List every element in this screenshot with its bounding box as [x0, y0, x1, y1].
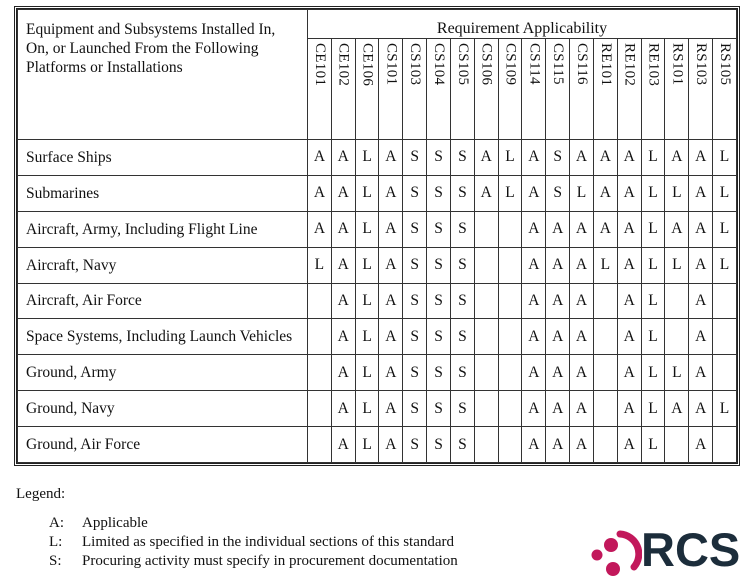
- applicability-cell: A: [379, 391, 403, 427]
- logo-dot: [592, 550, 603, 561]
- table-row: [18, 391, 737, 427]
- table-row: [18, 247, 737, 283]
- applicability-cell: [713, 283, 737, 319]
- table-row: [18, 140, 737, 176]
- platform-name: Ground, Army: [18, 355, 308, 391]
- applicability-cell: L: [355, 211, 379, 247]
- legend-key: A:: [49, 515, 64, 531]
- platform-name: Surface Ships: [18, 140, 308, 176]
- applicability-cell: L: [713, 391, 737, 427]
- applicability-cell: A: [689, 175, 713, 211]
- applicability-cell: L: [641, 283, 665, 319]
- applicability-cell: [498, 427, 522, 463]
- applicability-cell: [308, 391, 332, 427]
- applicability-cell: S: [427, 175, 451, 211]
- applicability-cell: L: [713, 140, 737, 176]
- applicability-cell: A: [617, 391, 641, 427]
- applicability-cell: A: [570, 427, 594, 463]
- platform-name: Space Systems, Including Launch Vehicles: [18, 319, 308, 355]
- applicability-cell: [498, 391, 522, 427]
- applicability-cell: S: [427, 247, 451, 283]
- requirement-code-header: [593, 39, 617, 140]
- requirement-code-label: RS101: [669, 43, 686, 86]
- applicability-cell: L: [665, 247, 689, 283]
- requirement-code-label: CS115: [550, 43, 567, 85]
- applicability-cell: A: [474, 140, 498, 176]
- platform-name: Submarines: [18, 175, 308, 211]
- applicability-cell: A: [474, 175, 498, 211]
- applicability-cell: A: [689, 427, 713, 463]
- applicability-cell: A: [665, 211, 689, 247]
- applicability-cell: L: [570, 175, 594, 211]
- requirement-applicability-table: [17, 9, 737, 463]
- requirement-code-label: CS116: [574, 43, 591, 85]
- platform-name: Ground, Navy: [18, 391, 308, 427]
- table-row: [18, 427, 737, 463]
- legend-text: Applicable: [82, 515, 148, 531]
- applicability-cell: L: [665, 175, 689, 211]
- requirement-code-label: RE101: [597, 43, 614, 87]
- applicability-cell: A: [331, 211, 355, 247]
- applicability-cell: L: [355, 355, 379, 391]
- requirement-code-label: CS101: [383, 43, 400, 86]
- requirement-code-label: CS104: [431, 43, 448, 86]
- applicability-cell: [474, 427, 498, 463]
- logo-mark-icon: [586, 525, 642, 580]
- applicability-cell: A: [570, 319, 594, 355]
- applicability-cell: A: [570, 211, 594, 247]
- applicability-cell: S: [450, 140, 474, 176]
- applicability-cell: [474, 319, 498, 355]
- applicability-cell: S: [403, 283, 427, 319]
- applicability-cell: [498, 283, 522, 319]
- applicability-cell: S: [427, 391, 451, 427]
- applicability-cell: A: [522, 211, 546, 247]
- applicability-cell: A: [570, 247, 594, 283]
- applicability-cell: L: [641, 355, 665, 391]
- applicability-cell: A: [665, 140, 689, 176]
- applicability-cell: [593, 427, 617, 463]
- table-row: [18, 175, 737, 211]
- applicability-cell: A: [689, 319, 713, 355]
- applicability-cell: L: [641, 319, 665, 355]
- applicability-cell: A: [593, 140, 617, 176]
- applicability-cell: A: [546, 319, 570, 355]
- applicability-cell: A: [379, 175, 403, 211]
- platform-name: Aircraft, Air Force: [18, 283, 308, 319]
- applicability-cell: S: [450, 427, 474, 463]
- applicability-cell: L: [713, 211, 737, 247]
- requirement-applicability-table-frame: [14, 6, 740, 466]
- applicability-cell: [713, 355, 737, 391]
- applicability-cell: A: [593, 175, 617, 211]
- requirement-code-label: CS114: [526, 43, 543, 85]
- applicability-cell: S: [403, 355, 427, 391]
- logo-arc: [620, 534, 639, 567]
- requirement-code-header: [308, 39, 332, 140]
- applicability-cell: S: [403, 391, 427, 427]
- requirement-code-header: [689, 39, 713, 140]
- requirement-code-label: CS105: [454, 43, 471, 86]
- applicability-cell: [498, 211, 522, 247]
- applicability-cell: A: [689, 247, 713, 283]
- platform-name: Aircraft, Navy: [18, 247, 308, 283]
- requirement-applicability-header: Requirement Applicability: [308, 10, 737, 39]
- applicability-cell: L: [713, 247, 737, 283]
- requirement-code-header: [355, 39, 379, 140]
- applicability-cell: L: [355, 427, 379, 463]
- applicability-cell: S: [403, 427, 427, 463]
- applicability-cell: S: [427, 427, 451, 463]
- applicability-cell: [308, 319, 332, 355]
- legend-key: L:: [49, 534, 63, 550]
- applicability-cell: A: [331, 175, 355, 211]
- legend-item: [49, 514, 458, 533]
- applicability-cell: S: [403, 140, 427, 176]
- requirement-code-label: RE102: [621, 43, 638, 87]
- table-row: [18, 283, 737, 319]
- applicability-cell: L: [355, 391, 379, 427]
- requirement-code-header: [617, 39, 641, 140]
- requirement-code-header: [570, 39, 594, 140]
- requirement-code-header: [427, 39, 451, 140]
- applicability-cell: A: [522, 391, 546, 427]
- applicability-cell: [713, 427, 737, 463]
- requirement-code-header: [641, 39, 665, 140]
- legend-item: [49, 533, 458, 552]
- applicability-cell: S: [403, 211, 427, 247]
- applicability-cell: A: [308, 175, 332, 211]
- applicability-cell: A: [617, 211, 641, 247]
- applicability-cell: S: [450, 319, 474, 355]
- applicability-cell: [474, 355, 498, 391]
- platform-name: Ground, Air Force: [18, 427, 308, 463]
- applicability-cell: [713, 319, 737, 355]
- applicability-cell: A: [689, 283, 713, 319]
- applicability-cell: A: [331, 355, 355, 391]
- legend-item: [49, 552, 458, 571]
- requirement-code-header: [450, 39, 474, 140]
- applicability-cell: A: [331, 391, 355, 427]
- applicability-cell: [474, 283, 498, 319]
- applicability-cell: L: [498, 175, 522, 211]
- applicability-cell: L: [641, 140, 665, 176]
- applicability-cell: S: [427, 140, 451, 176]
- applicability-cell: S: [427, 355, 451, 391]
- applicability-cell: L: [641, 211, 665, 247]
- applicability-cell: L: [355, 247, 379, 283]
- applicability-cell: L: [641, 391, 665, 427]
- applicability-cell: A: [570, 391, 594, 427]
- applicability-cell: A: [570, 283, 594, 319]
- requirement-code-header: [474, 39, 498, 140]
- applicability-cell: A: [379, 355, 403, 391]
- requirement-code-header: [498, 39, 522, 140]
- applicability-cell: S: [403, 175, 427, 211]
- legend-key: S:: [49, 553, 62, 569]
- requirement-code-header: [665, 39, 689, 140]
- table-row: [18, 211, 737, 247]
- applicability-cell: L: [641, 175, 665, 211]
- applicability-cell: A: [546, 427, 570, 463]
- applicability-cell: S: [546, 140, 570, 176]
- table-row: [18, 319, 737, 355]
- requirement-code-header: [522, 39, 546, 140]
- applicability-cell: A: [522, 283, 546, 319]
- applicability-cell: L: [355, 319, 379, 355]
- applicability-cell: A: [522, 355, 546, 391]
- applicability-cell: A: [593, 211, 617, 247]
- applicability-cell: A: [689, 355, 713, 391]
- platform-name: Aircraft, Army, Including Flight Line: [18, 211, 308, 247]
- applicability-cell: [474, 391, 498, 427]
- applicability-cell: S: [546, 175, 570, 211]
- applicability-cell: A: [379, 211, 403, 247]
- requirement-code-label: RS103: [693, 43, 710, 86]
- applicability-cell: [498, 319, 522, 355]
- applicability-cell: A: [522, 427, 546, 463]
- applicability-cell: S: [450, 283, 474, 319]
- logo-dot: [606, 562, 620, 576]
- applicability-cell: A: [308, 211, 332, 247]
- applicability-cell: [665, 283, 689, 319]
- applicability-cell: A: [546, 283, 570, 319]
- applicability-cell: [474, 211, 498, 247]
- applicability-cell: [593, 319, 617, 355]
- requirement-code-label: CE102: [335, 43, 352, 87]
- applicability-cell: S: [450, 391, 474, 427]
- requirement-code-label: CS109: [502, 43, 519, 86]
- requirement-code-label: CE106: [359, 43, 376, 87]
- applicability-cell: A: [617, 247, 641, 283]
- legend-title: Legend:: [16, 486, 66, 502]
- applicability-cell: A: [570, 140, 594, 176]
- applicability-cell: L: [355, 175, 379, 211]
- applicability-cell: A: [522, 319, 546, 355]
- requirement-code-header: [379, 39, 403, 140]
- applicability-cell: A: [331, 140, 355, 176]
- applicability-cell: A: [689, 211, 713, 247]
- applicability-cell: S: [450, 247, 474, 283]
- requirement-code-label: CS103: [407, 43, 424, 86]
- applicability-cell: L: [713, 175, 737, 211]
- applicability-cell: A: [617, 283, 641, 319]
- applicability-cell: A: [331, 247, 355, 283]
- applicability-cell: L: [593, 247, 617, 283]
- requirement-code-label: RS105: [717, 43, 734, 86]
- requirement-code-header: [331, 39, 355, 140]
- applicability-cell: S: [403, 247, 427, 283]
- applicability-cell: A: [331, 283, 355, 319]
- applicability-cell: A: [308, 140, 332, 176]
- applicability-cell: S: [450, 175, 474, 211]
- applicability-cell: A: [546, 211, 570, 247]
- applicability-cell: [665, 319, 689, 355]
- applicability-cell: [593, 355, 617, 391]
- applicability-cell: A: [331, 427, 355, 463]
- applicability-cell: L: [355, 140, 379, 176]
- requirement-code-label: CS106: [478, 43, 495, 86]
- applicability-cell: A: [617, 140, 641, 176]
- applicability-cell: [308, 427, 332, 463]
- logo-text: RCS: [641, 523, 741, 576]
- logo-dot: [604, 538, 618, 552]
- applicability-cell: [474, 247, 498, 283]
- applicability-cell: L: [641, 247, 665, 283]
- applicability-cell: S: [427, 211, 451, 247]
- applicability-cell: [308, 283, 332, 319]
- applicability-cell: A: [689, 140, 713, 176]
- applicability-cell: A: [379, 427, 403, 463]
- requirement-code-header: [546, 39, 570, 140]
- applicability-cell: S: [450, 355, 474, 391]
- applicability-cell: S: [427, 283, 451, 319]
- applicability-cell: S: [450, 211, 474, 247]
- applicability-cell: [665, 427, 689, 463]
- applicability-cell: A: [522, 175, 546, 211]
- applicability-cell: A: [665, 391, 689, 427]
- applicability-cell: A: [379, 247, 403, 283]
- applicability-cell: S: [427, 319, 451, 355]
- applicability-cell: A: [522, 140, 546, 176]
- applicability-cell: A: [379, 283, 403, 319]
- applicability-cell: A: [546, 355, 570, 391]
- applicability-cell: [593, 283, 617, 319]
- applicability-cell: A: [379, 319, 403, 355]
- legend-text: Limited as specified in the individual sections of this standard: [82, 534, 455, 550]
- applicability-cell: A: [570, 355, 594, 391]
- legend-text: Procuring activity must specify in procurement documentation: [82, 553, 458, 569]
- requirement-code-label: CE101: [311, 43, 328, 87]
- applicability-cell: [593, 391, 617, 427]
- table-row: [18, 355, 737, 391]
- requirement-code-header: [713, 39, 737, 140]
- applicability-cell: A: [617, 319, 641, 355]
- requirement-code-header: [403, 39, 427, 140]
- applicability-cell: L: [355, 283, 379, 319]
- applicability-cell: A: [546, 391, 570, 427]
- applicability-cell: S: [403, 319, 427, 355]
- applicability-cell: [498, 247, 522, 283]
- applicability-cell: [498, 355, 522, 391]
- legend: [16, 485, 458, 571]
- applicability-cell: A: [617, 427, 641, 463]
- rcs-logo: [586, 523, 741, 580]
- requirement-code-label: RE103: [645, 43, 662, 87]
- applicability-cell: L: [498, 140, 522, 176]
- applicability-cell: A: [522, 247, 546, 283]
- applicability-cell: A: [331, 319, 355, 355]
- applicability-cell: L: [308, 247, 332, 283]
- applicability-cell: L: [665, 355, 689, 391]
- applicability-cell: A: [617, 355, 641, 391]
- applicability-cell: A: [617, 175, 641, 211]
- applicability-cell: A: [689, 391, 713, 427]
- applicability-cell: [308, 355, 332, 391]
- applicability-cell: A: [546, 247, 570, 283]
- platform-column-header: Equipment and Subsystems Installed In, On, or Launched From the Following Platforms or Installations: [18, 10, 308, 140]
- applicability-cell: L: [641, 427, 665, 463]
- applicability-cell: A: [379, 140, 403, 176]
